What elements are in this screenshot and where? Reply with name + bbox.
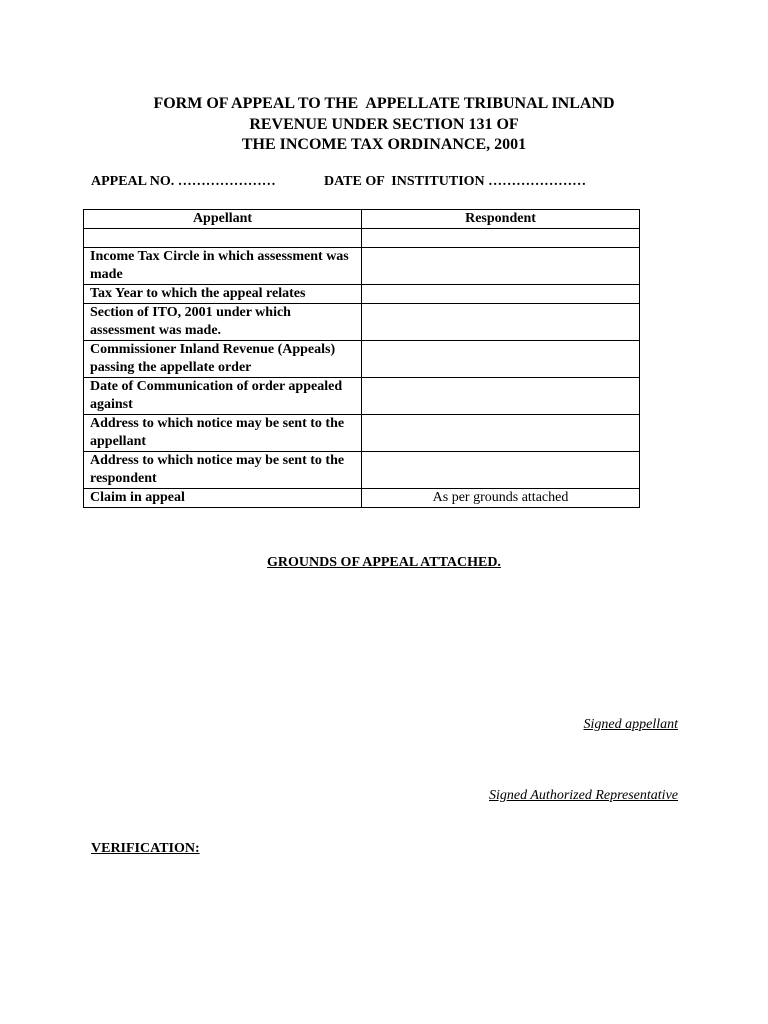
table-row bbox=[84, 489, 640, 508]
row-value bbox=[362, 285, 640, 304]
appeal-details-table bbox=[83, 209, 640, 508]
row-value bbox=[362, 452, 640, 489]
row-value: As per grounds attached bbox=[362, 489, 640, 508]
row-value bbox=[362, 248, 640, 285]
table-row bbox=[84, 304, 640, 341]
row-value bbox=[362, 378, 640, 415]
row-value bbox=[362, 341, 640, 378]
row-label bbox=[84, 229, 362, 248]
table-row bbox=[84, 378, 640, 415]
table-row bbox=[84, 248, 640, 285]
row-value bbox=[362, 304, 640, 341]
title-line-1: FORM OF APPEAL TO THE APPELLATE TRIBUNAL INLAND bbox=[153, 95, 615, 112]
row-label: Address to which notice may be sent to the appellant bbox=[84, 415, 362, 452]
row-label: Tax Year to which the appeal relates bbox=[84, 285, 362, 304]
header-appellant: Appellant bbox=[84, 210, 362, 229]
table-row bbox=[84, 415, 640, 452]
row-label: Section of ITO, 2001 under which assessment was made. bbox=[84, 304, 362, 341]
title-line-3: THE INCOME TAX ORDINANCE, 2001 bbox=[241, 136, 527, 153]
row-label: Income Tax Circle in which assessment was made bbox=[84, 248, 362, 285]
header-respondent: Respondent bbox=[362, 210, 640, 229]
title-line-2: REVENUE UNDER SECTION 131 OF bbox=[249, 115, 519, 133]
table-row bbox=[84, 452, 640, 489]
table-row bbox=[84, 285, 640, 304]
row-label: Address to which notice may be sent to the respondent bbox=[84, 452, 362, 489]
grounds-of-appeal-heading: GROUNDS OF APPEAL ATTACHED. bbox=[267, 555, 501, 570]
signed-representative-line: Signed Authorized Representative bbox=[489, 788, 678, 803]
signed-appellant-line: Signed appellant bbox=[583, 717, 678, 732]
form-title bbox=[0, 94, 768, 156]
table-row bbox=[84, 229, 640, 248]
row-label: Commissioner Inland Revenue (Appeals) passing the appellate order bbox=[84, 341, 362, 378]
verification-heading: VERIFICATION: bbox=[91, 841, 200, 856]
date-of-institution-field: DATE OF INSTITUTION ………………… bbox=[324, 174, 587, 189]
table-header-row bbox=[84, 210, 640, 229]
table-row bbox=[84, 341, 640, 378]
appeal-number-field: APPEAL NO. ………………… bbox=[91, 174, 276, 189]
row-value bbox=[362, 415, 640, 452]
row-value bbox=[362, 229, 640, 248]
row-label: Claim in appeal bbox=[84, 489, 362, 508]
row-label: Date of Communication of order appealed against bbox=[84, 378, 362, 415]
